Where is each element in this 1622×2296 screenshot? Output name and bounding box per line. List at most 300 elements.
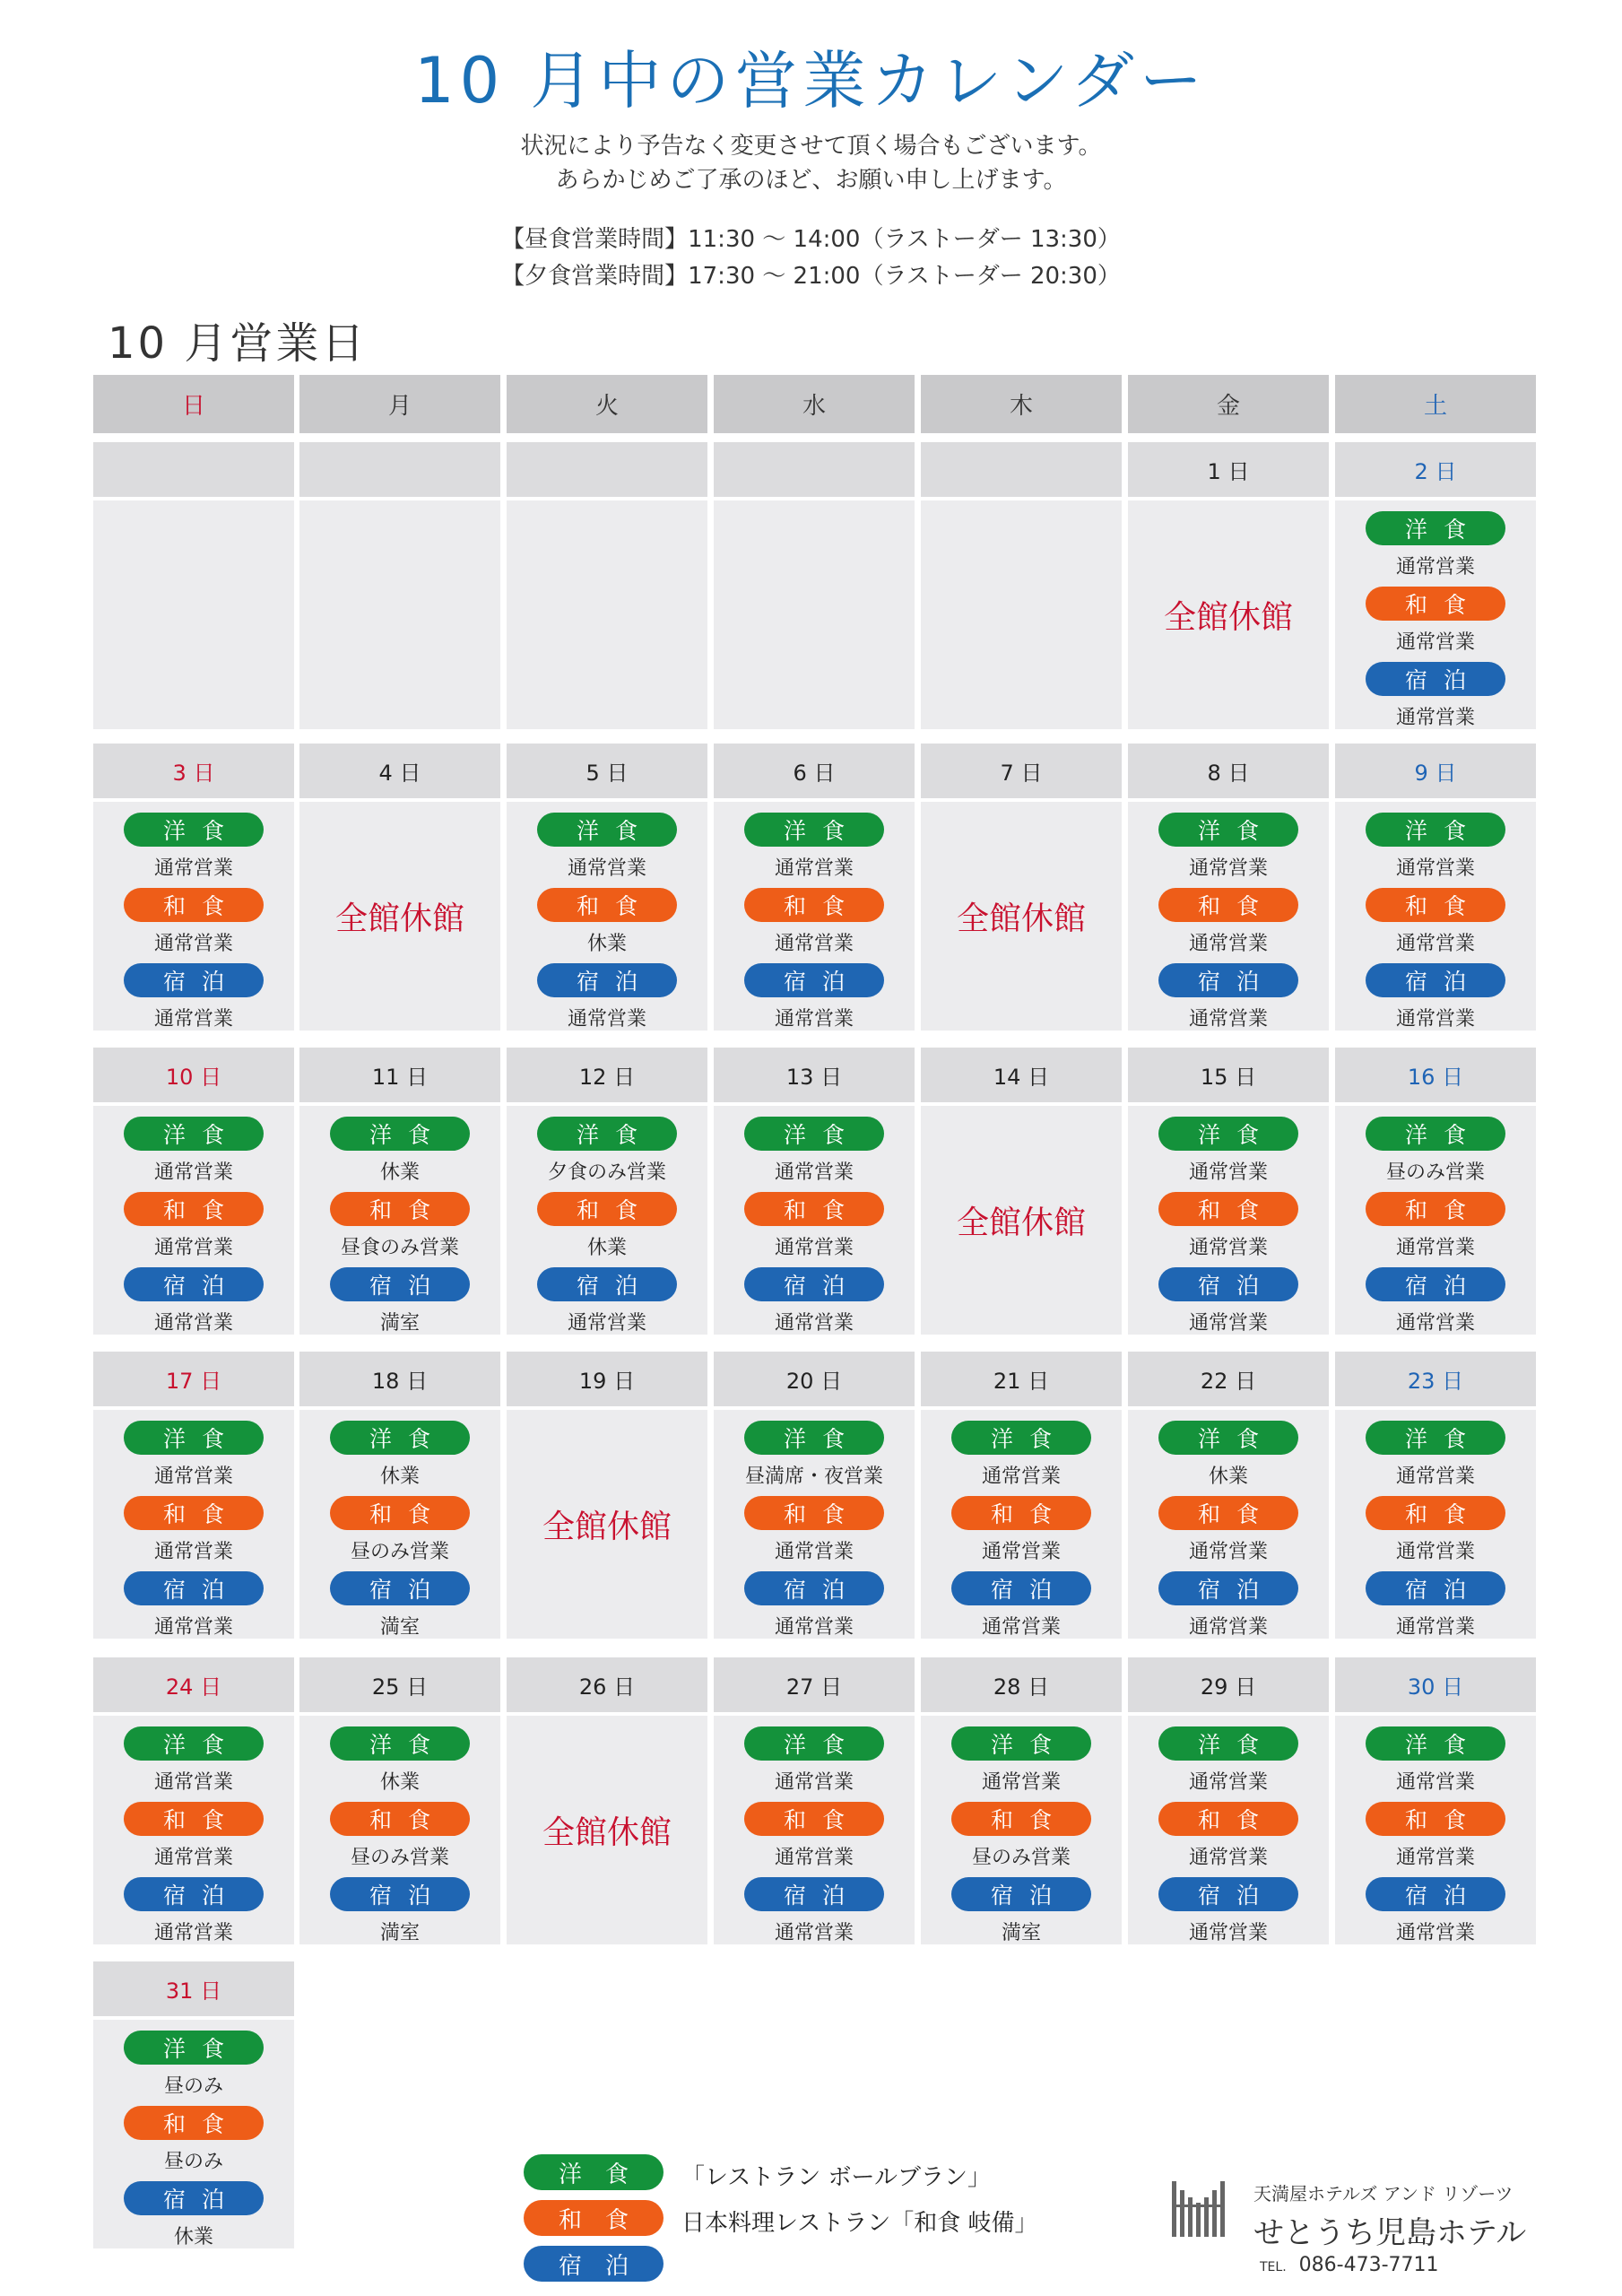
yo-badge: 洋食 [537,813,677,847]
sh-badge: 宿泊 [1366,963,1505,997]
wa-status: 通常営業 [153,933,233,955]
yo-badge: 洋食 [1158,813,1298,847]
page-title: 10 月中の営業カレンダー [414,44,1208,117]
tel-number: 086-473-7711 [1298,2254,1439,2276]
service-wa [507,888,707,961]
day-cell [714,500,915,729]
weekday-header: 木 [921,375,1122,433]
sh-badge: 宿泊 [1366,662,1505,696]
service-wa [1335,1496,1536,1570]
day-cell [1335,802,1536,1031]
service-wa [93,1496,294,1570]
service-sh [714,963,915,1037]
yo-badge: 洋食 [744,813,884,847]
wa-badge: 和食 [1366,1192,1505,1226]
service-wa [93,2106,294,2179]
day-cell [299,500,500,729]
day-header [507,442,707,497]
yo-status: 通常営業 [153,1771,233,1794]
service-wa [1128,1192,1329,1265]
yo-status: 休業 [379,1465,420,1488]
yo-status: 休業 [1208,1465,1248,1488]
service-wa [1335,587,1536,660]
wa-badge: 和食 [537,888,677,922]
legend-wa-text: 日本料理レストラン「和食 岐備」 [681,2210,1038,2237]
yo-badge: 洋食 [124,1117,264,1151]
sh-badge: 宿泊 [330,1571,470,1605]
day-header: 22 日 [1128,1352,1329,1406]
closed-notice: 全館休館 [956,1205,1086,1241]
yo-badge: 洋食 [1158,1421,1298,1455]
service-sh [921,1571,1122,1645]
service-wa [714,1192,915,1265]
wa-badge: 和食 [744,888,884,922]
closed-notice: 全館休館 [1163,599,1293,636]
day-cell [1335,1106,1536,1335]
service-sh [1335,1571,1536,1645]
day-header: 1 日 [1128,442,1329,497]
day-header: 11 日 [299,1048,500,1102]
day-cell [299,1410,500,1639]
service-yo [1128,1726,1329,1800]
wa-badge: 和食 [951,1802,1091,1836]
wa-status: 通常営業 [153,1847,233,1869]
service-sh [1128,963,1329,1037]
sh-badge: 宿泊 [1366,1571,1505,1605]
wa-badge: 和食 [330,1192,470,1226]
sh-status: 通常営業 [774,1616,854,1639]
sh-status: 通常営業 [774,1312,854,1335]
yo-status: 昼のみ [163,2075,223,2098]
day-cell [507,1106,707,1335]
sh-badge: 宿泊 [1158,1877,1298,1911]
service-yo [1335,1726,1536,1800]
wa-badge: 和食 [124,1496,264,1530]
service-sh [93,1571,294,1645]
day-cell [1128,802,1329,1031]
day-header: 10 日 [93,1048,294,1102]
day-header: 15 日 [1128,1048,1329,1102]
service-yo [714,1421,915,1494]
day-cell [1128,500,1329,729]
service-wa [921,1802,1122,1875]
wa-status: 通常営業 [1188,1541,1268,1563]
service-yo [93,813,294,886]
service-sh [1128,1877,1329,1951]
wa-badge: 和食 [744,1496,884,1530]
wa-status: 昼のみ営業 [350,1541,449,1563]
service-yo [1128,1421,1329,1494]
service-yo [299,1421,500,1494]
sh-badge: 宿泊 [951,1571,1091,1605]
yo-status: 通常営業 [1395,1465,1475,1488]
legend-yo-pill: 洋食 [524,2154,664,2190]
yo-badge: 洋食 [124,1421,264,1455]
service-sh [1335,1267,1536,1341]
sh-badge: 宿泊 [330,1877,470,1911]
day-header: 30 日 [1335,1657,1536,1712]
sh-status: 通常営業 [1395,1922,1475,1944]
service-yo [299,1117,500,1190]
service-wa [1128,1496,1329,1570]
legend-yo-text: 「レストラン ボールブラン」 [681,2164,991,2191]
service-wa [714,888,915,961]
day-header: 19 日 [507,1352,707,1406]
notice-line-2: あらかじめご了承のほど、お願い申し上げます。 [555,167,1067,194]
day-cell [507,1716,707,1944]
yo-badge: 洋食 [124,2031,264,2065]
tel-label: TEL. [1260,2260,1287,2274]
day-cell [1128,1410,1329,1639]
service-sh [1128,1267,1329,1341]
month-heading: 10 月営業日 [108,318,368,369]
sh-status: 通常営業 [1395,1312,1475,1335]
wa-status: 通常営業 [774,1847,854,1869]
sh-badge: 宿泊 [744,963,884,997]
yo-badge: 洋食 [951,1726,1091,1761]
wa-badge: 和食 [951,1496,1091,1530]
yo-status: 昼のみ営業 [1385,1161,1485,1184]
hotel-group-name: 天満屋ホテルズ アンド リゾーツ [1253,2183,1514,2205]
closed-notice: 全館休館 [956,900,1086,937]
day-header: 14 日 [921,1048,1122,1102]
day-cell [93,500,294,729]
sh-badge: 宿泊 [1158,963,1298,997]
yo-badge: 洋食 [330,1117,470,1151]
sh-status: 通常営業 [1188,1312,1268,1335]
yo-status: 通常営業 [153,857,233,880]
service-sh [714,1267,915,1341]
service-yo [507,1117,707,1190]
yo-badge: 洋食 [1366,1117,1505,1151]
wa-status: 通常営業 [1188,933,1268,955]
service-wa [714,1496,915,1570]
day-header: 29 日 [1128,1657,1329,1712]
day-header: 3 日 [93,744,294,798]
sh-badge: 宿泊 [744,1267,884,1301]
weekday-header: 火 [507,375,707,433]
legend-sh-pill: 宿泊 [524,2246,664,2282]
day-cell [1128,1106,1329,1335]
wa-status: 通常営業 [1395,933,1475,955]
day-header: 13 日 [714,1048,915,1102]
service-yo [93,2031,294,2104]
wa-badge: 和食 [1366,587,1505,621]
service-sh [1335,662,1536,735]
day-cell [507,802,707,1031]
service-sh [1335,963,1536,1037]
day-cell [93,1106,294,1335]
service-wa [1128,888,1329,961]
day-header [714,442,915,497]
yo-status: 通常営業 [774,1161,854,1184]
wa-badge: 和食 [124,888,264,922]
service-wa [299,1802,500,1875]
yo-status: 通常営業 [1188,1771,1268,1794]
day-cell [1335,1716,1536,1944]
yo-status: 通常営業 [981,1465,1061,1488]
service-wa [93,1802,294,1875]
sh-badge: 宿泊 [124,963,264,997]
yo-badge: 洋食 [1366,813,1505,847]
service-yo [1335,1117,1536,1190]
sh-status: 満室 [1001,1922,1041,1944]
service-yo [921,1421,1122,1494]
sh-status: 通常営業 [1395,1616,1475,1639]
closed-notice: 全館休館 [542,1814,672,1851]
yo-status: 通常営業 [1188,1161,1268,1184]
day-header: 12 日 [507,1048,707,1102]
yo-status: 休業 [379,1771,420,1794]
weekday-header: 日 [93,375,294,433]
yo-badge: 洋食 [330,1421,470,1455]
service-yo [299,1726,500,1800]
service-sh [93,1877,294,1951]
day-cell [714,1410,915,1639]
sh-status: 通常営業 [153,1312,233,1335]
day-header: 4 日 [299,744,500,798]
sh-status: 満室 [379,1922,420,1944]
wa-badge: 和食 [744,1802,884,1836]
sh-status: 通常営業 [1188,1008,1268,1031]
closed-notice: 全館休館 [334,900,464,937]
yo-status: 休業 [379,1161,420,1184]
yo-status: 通常営業 [1188,857,1268,880]
yo-badge: 洋食 [1366,511,1505,545]
wa-badge: 和食 [124,2106,264,2140]
sh-badge: 宿泊 [537,963,677,997]
wa-status: 通常営業 [981,1541,1061,1563]
hotel-logo-icon [1170,2178,1233,2240]
day-header: 24 日 [93,1657,294,1712]
yo-badge: 洋食 [744,1726,884,1761]
service-wa [1335,888,1536,961]
service-yo [714,1117,915,1190]
sh-status: 通常営業 [153,1008,233,1031]
service-wa [93,888,294,961]
hotel-phone [1260,2254,1439,2276]
wa-status: 通常営業 [1395,1237,1475,1259]
day-cell [93,1410,294,1639]
wa-status: 通常営業 [1395,631,1475,654]
sh-badge: 宿泊 [1366,1877,1505,1911]
day-cell [299,1106,500,1335]
service-sh [714,1571,915,1645]
sh-status: 通常営業 [567,1008,646,1031]
sh-badge: 宿泊 [1366,1267,1505,1301]
yo-status: 通常営業 [1395,556,1475,578]
lunch-hours: 【昼食営業時間】11:30 〜 14:00（ラストーダー 13:30） [501,226,1121,253]
wa-status: 休業 [586,933,627,955]
wa-badge: 和食 [1366,1802,1505,1836]
sh-badge: 宿泊 [330,1267,470,1301]
yo-status: 通常営業 [153,1465,233,1488]
service-wa [714,1802,915,1875]
day-header: 27 日 [714,1657,915,1712]
sh-status: 通常営業 [1188,1922,1268,1944]
sh-badge: 宿泊 [744,1571,884,1605]
service-wa [299,1496,500,1570]
sh-badge: 宿泊 [1158,1267,1298,1301]
wa-badge: 和食 [1158,1192,1298,1226]
notice-line-1: 状況により予告なく変更させて頂く場合もございます。 [520,133,1102,160]
day-header: 17 日 [93,1352,294,1406]
service-wa [921,1496,1122,1570]
yo-badge: 洋食 [744,1421,884,1455]
wa-status: 昼のみ営業 [350,1847,449,1869]
weekday-header: 金 [1128,375,1329,433]
service-yo [507,813,707,886]
day-header: 18 日 [299,1352,500,1406]
wa-badge: 和食 [537,1192,677,1226]
day-cell [714,802,915,1031]
weekday-header: 月 [299,375,500,433]
wa-status: 通常営業 [1395,1541,1475,1563]
service-sh [93,963,294,1037]
wa-status: 通常営業 [1188,1847,1268,1869]
service-yo [1335,511,1536,585]
sh-status: 通常営業 [153,1922,233,1944]
sh-badge: 宿泊 [744,1877,884,1911]
day-header [93,442,294,497]
day-cell [921,1410,1122,1639]
wa-badge: 和食 [1158,888,1298,922]
service-sh [1128,1571,1329,1645]
day-cell [921,1716,1122,1944]
day-header: 26 日 [507,1657,707,1712]
service-sh [299,1571,500,1645]
day-header: 5 日 [507,744,707,798]
wa-badge: 和食 [330,1496,470,1530]
yo-badge: 洋食 [124,1726,264,1761]
sh-badge: 宿泊 [1158,1571,1298,1605]
wa-badge: 和食 [1366,888,1505,922]
sh-status: 通常営業 [567,1312,646,1335]
yo-badge: 洋食 [1158,1117,1298,1151]
day-header: 16 日 [1335,1048,1536,1102]
service-sh [299,1267,500,1341]
sh-badge: 宿泊 [951,1877,1091,1911]
service-sh [714,1877,915,1951]
sh-status: 通常営業 [774,1922,854,1944]
day-cell [299,1716,500,1944]
legend-wa-pill: 和食 [524,2200,664,2236]
service-yo [714,1726,915,1800]
service-sh [507,963,707,1037]
sh-status: 休業 [173,2226,213,2248]
service-wa [299,1192,500,1265]
day-header [299,442,500,497]
sh-status: 通常営業 [1188,1616,1268,1639]
day-cell [1335,1410,1536,1639]
day-header: 20 日 [714,1352,915,1406]
day-header: 7 日 [921,744,1122,798]
yo-badge: 洋食 [330,1726,470,1761]
yo-status: 夕食のみ営業 [547,1161,666,1184]
day-cell [1128,1716,1329,1944]
wa-badge: 和食 [1366,1496,1505,1530]
service-wa [1335,1192,1536,1265]
service-wa [1335,1802,1536,1875]
yo-status: 通常営業 [1395,1771,1475,1794]
day-header: 25 日 [299,1657,500,1712]
service-yo [93,1726,294,1800]
wa-status: 昼のみ営業 [971,1847,1071,1869]
service-yo [1335,1421,1536,1494]
dinner-hours: 【夕食営業時間】17:30 〜 21:00（ラストーダー 20:30） [501,263,1121,290]
wa-status: 通常営業 [1395,1847,1475,1869]
wa-status: 昼食のみ営業 [340,1237,459,1259]
day-header: 31 日 [93,1961,294,2016]
service-sh [93,1267,294,1341]
day-cell [1335,500,1536,729]
sh-badge: 宿泊 [124,1267,264,1301]
yo-badge: 洋食 [1158,1726,1298,1761]
service-sh [1335,1877,1536,1951]
hotel-name: せとうち児島ホテル [1253,2215,1527,2251]
sh-status: 満室 [379,1312,420,1335]
service-wa [93,1192,294,1265]
yo-badge: 洋食 [124,813,264,847]
service-yo [1128,813,1329,886]
day-cell [93,1716,294,1944]
wa-status: 通常営業 [774,1541,854,1563]
sh-status: 通常営業 [153,1616,233,1639]
yo-badge: 洋食 [1366,1726,1505,1761]
yo-badge: 洋食 [951,1421,1091,1455]
day-header: 28 日 [921,1657,1122,1712]
service-wa [507,1192,707,1265]
wa-status: 休業 [586,1237,627,1259]
yo-status: 通常営業 [153,1161,233,1184]
yo-badge: 洋食 [744,1117,884,1151]
sh-badge: 宿泊 [124,1571,264,1605]
weekday-header: 水 [714,375,915,433]
wa-badge: 和食 [744,1192,884,1226]
wa-status: 昼のみ [163,2151,223,2173]
wa-status: 通常営業 [153,1541,233,1563]
service-yo [93,1421,294,1494]
day-cell [921,1106,1122,1335]
wa-badge: 和食 [1158,1496,1298,1530]
yo-status: 通常営業 [981,1771,1061,1794]
sh-status: 通常営業 [981,1616,1061,1639]
service-sh [299,1877,500,1951]
closed-notice: 全館休館 [542,1509,672,1545]
sh-status: 通常営業 [1395,707,1475,729]
day-cell [93,802,294,1031]
wa-status: 通常営業 [1188,1237,1268,1259]
wa-badge: 和食 [330,1802,470,1836]
service-yo [1335,813,1536,886]
yo-badge: 洋食 [1366,1421,1505,1455]
yo-status: 昼満席・夜営業 [744,1465,883,1488]
day-header [921,442,1122,497]
sh-badge: 宿泊 [124,1877,264,1911]
service-yo [921,1726,1122,1800]
yo-status: 通常営業 [774,857,854,880]
sh-badge: 宿泊 [124,2181,264,2215]
day-cell [921,500,1122,729]
day-cell [714,1106,915,1335]
day-header: 9 日 [1335,744,1536,798]
day-cell [93,2020,294,2248]
wa-badge: 和食 [124,1192,264,1226]
wa-status: 通常営業 [774,933,854,955]
yo-status: 通常営業 [567,857,646,880]
day-cell [921,802,1122,1031]
yo-badge: 洋食 [537,1117,677,1151]
